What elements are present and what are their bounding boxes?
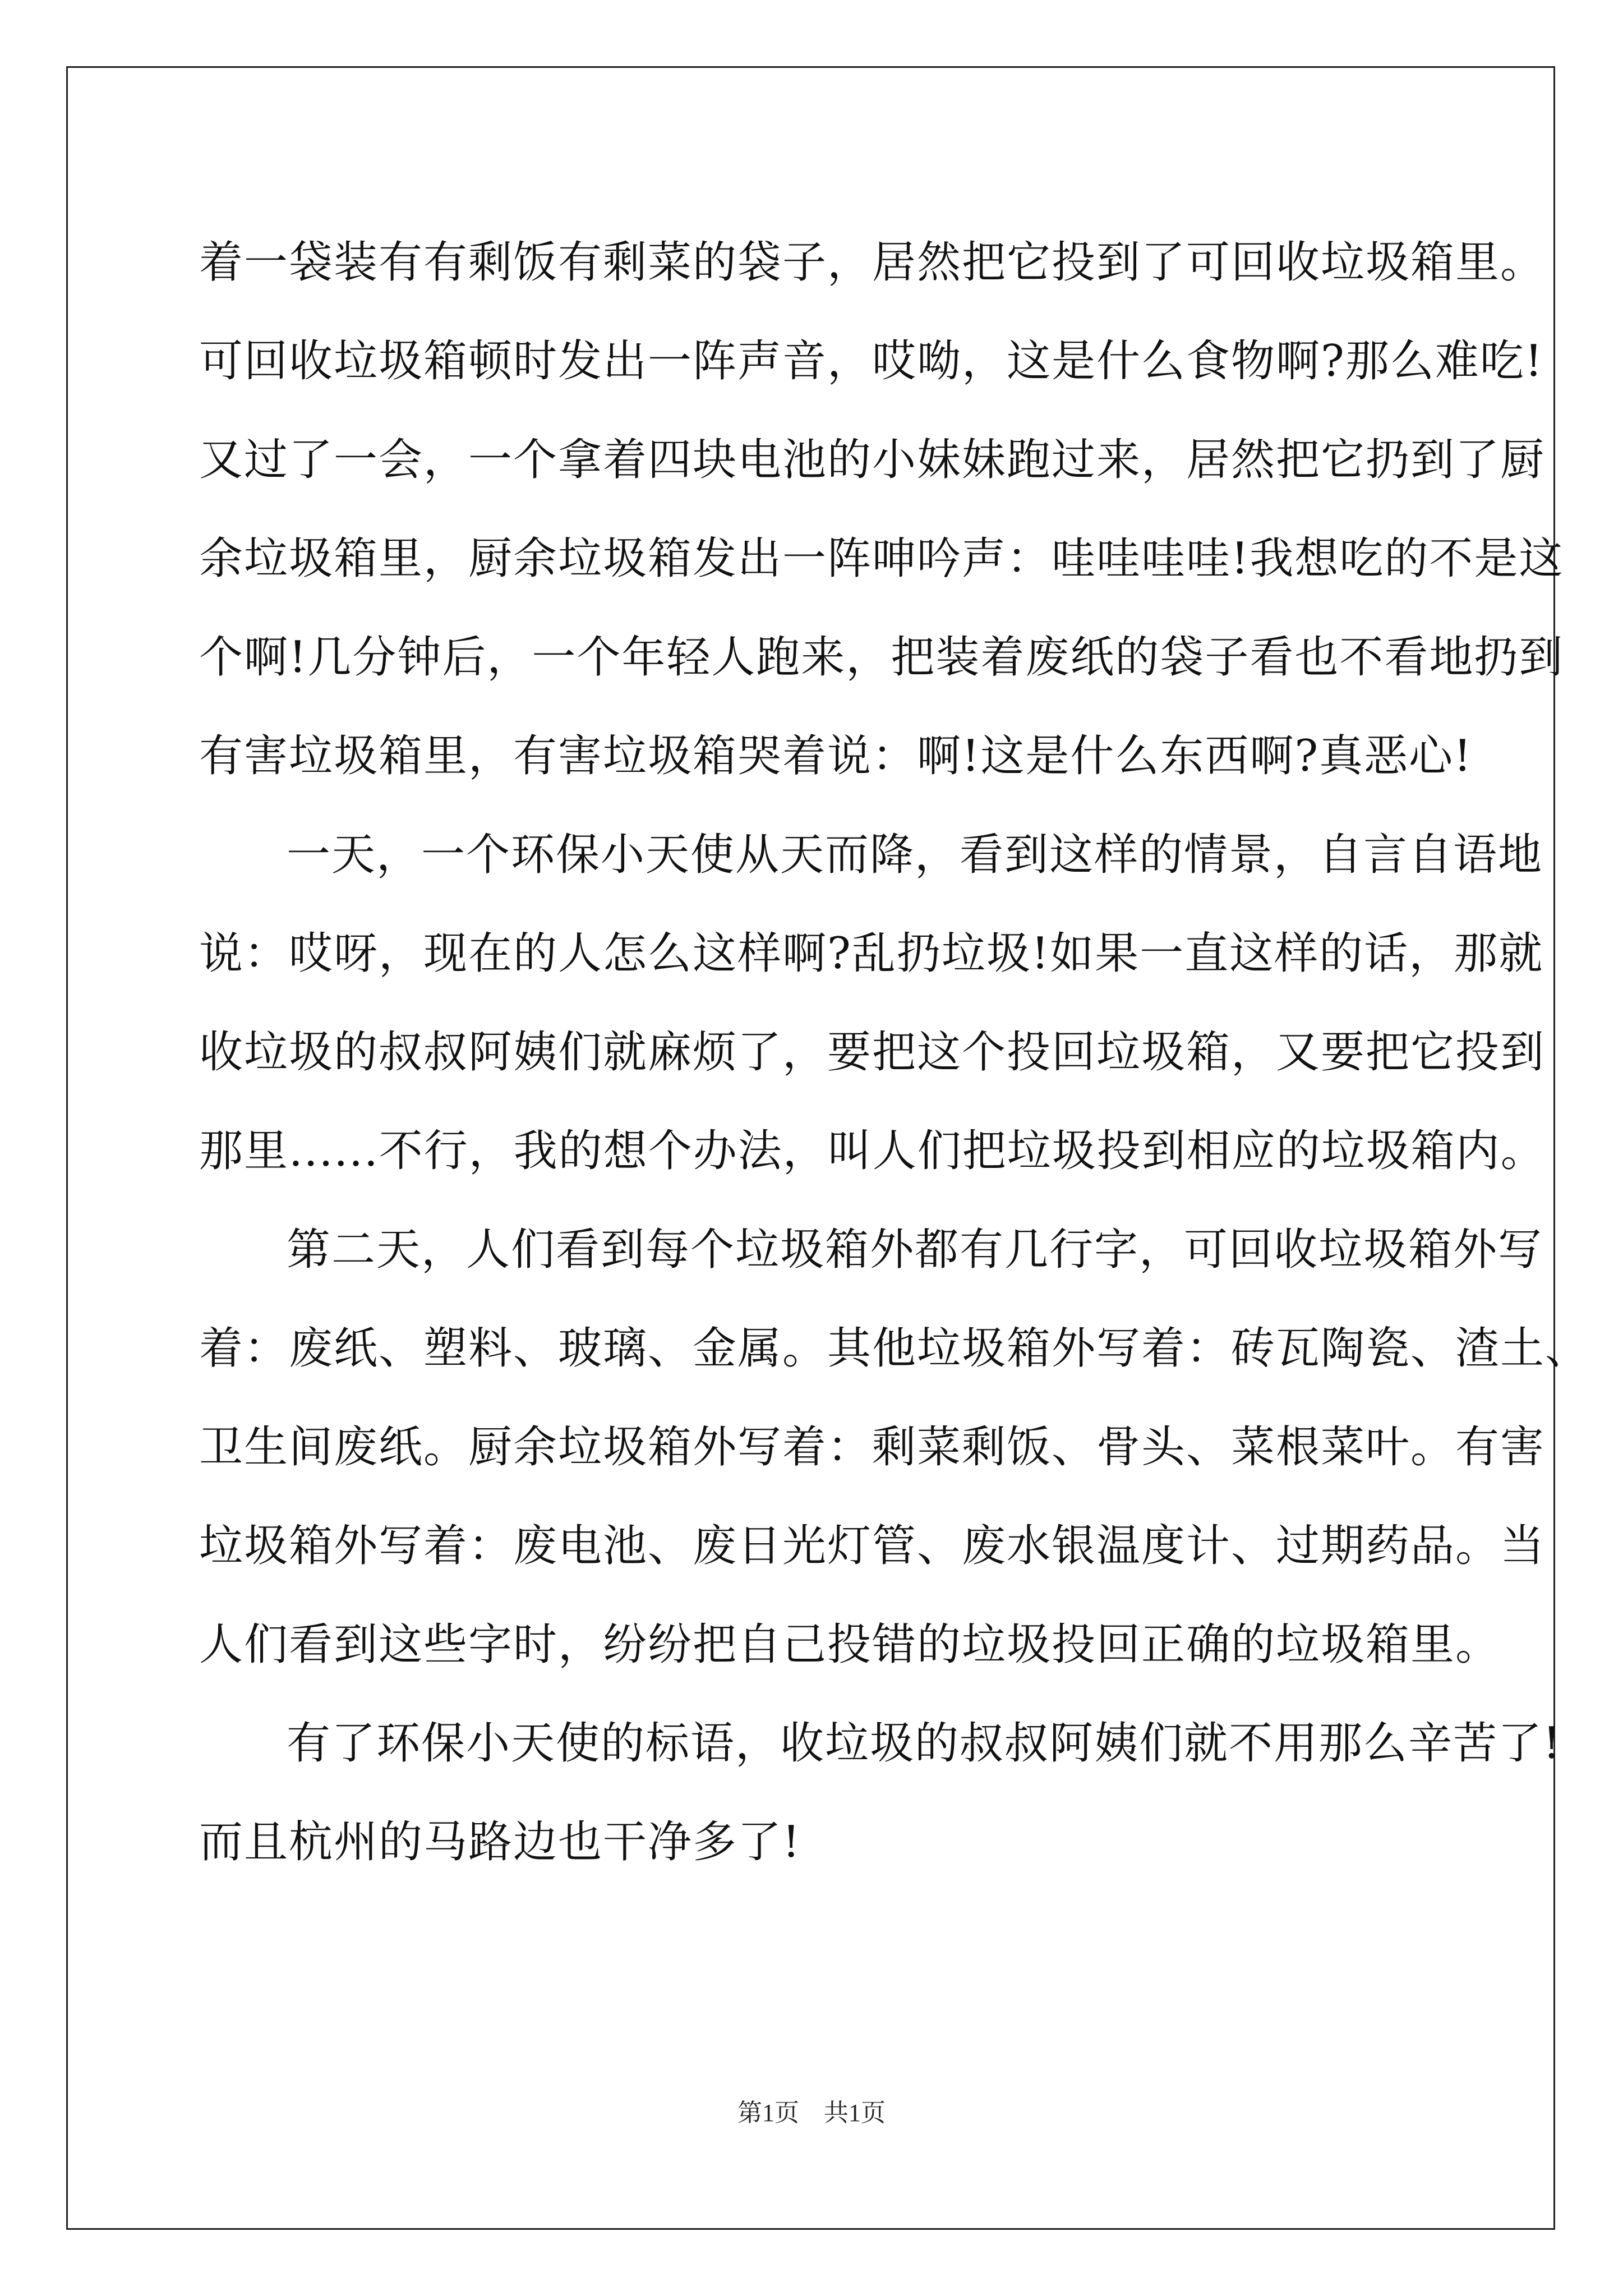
text-line: 又过了一会，一个拿着四块电池的小妹妹跑过来，居然把它扔到了厨 <box>199 435 1546 485</box>
document-body <box>199 213 1590 1892</box>
paragraph-start-line: 一天，一个环保小天使从天而降，看到这样的情景，自言自语地 <box>287 830 1543 880</box>
text-line: 人们看到这些字时，纷纷把自己投错的垃圾投回正确的垃圾箱里。 <box>199 1619 1501 1670</box>
page-number-footer: 第1页 共1页 <box>737 2099 886 2127</box>
text-line: 那里......不行，我的想个办法，叫人们把垃圾投到相应的垃圾箱内。 <box>199 1126 1546 1176</box>
paragraph-start-line: 第二天，人们看到每个垃圾箱外都有几行字，可回收垃圾箱外写 <box>287 1225 1543 1275</box>
text-line: 垃圾箱外写着：废电池、废日光灯管、废水银温度计、过期药品。当 <box>199 1521 1546 1571</box>
text-line: 说：哎呀，现在的人怎么这样啊?乱扔垃圾!如果一直这样的话，那就 <box>199 928 1544 979</box>
text-line: 有害垃圾箱里，有害垃圾箱哭着说：啊!这是什么东西啊?真恶心! <box>199 731 1473 781</box>
paragraph-start-line: 有了环保小天使的标语，收垃圾的叔叔阿姨们就不用那么辛苦了! <box>287 1718 1562 1769</box>
text-line: 着：废纸、塑料、玻璃、金属。其他垃圾箱外写着：砖瓦陶瓷、渣土、 <box>199 1323 1590 1374</box>
text-line: 可回收垃圾箱顿时发出一阵声音，哎呦，这是什么食物啊?那么难吃! <box>199 336 1544 386</box>
text-line: 收垃圾的叔叔阿姨们就麻烦了，要把这个投回垃圾箱，又要把它投到 <box>199 1027 1546 1078</box>
text-line: 个啊!几分钟后，一个年轻人跑来，把装着废纸的袋子看也不看地扔到 <box>199 632 1564 683</box>
text-line: 着一袋装有有剩饭有剩菜的袋子，居然把它投到了可回收垃圾箱里。 <box>199 237 1546 288</box>
text-line: 而且杭州的马路边也干净多了! <box>199 1817 801 1867</box>
text-line: 余垃圾箱里，厨余垃圾箱发出一阵呻吟声：哇哇哇哇!我想吃的不是这 <box>199 533 1564 584</box>
text-line: 卫生间废纸。厨余垃圾箱外写着：剩菜剩饭、骨头、菜根菜叶。有害 <box>199 1422 1546 1473</box>
